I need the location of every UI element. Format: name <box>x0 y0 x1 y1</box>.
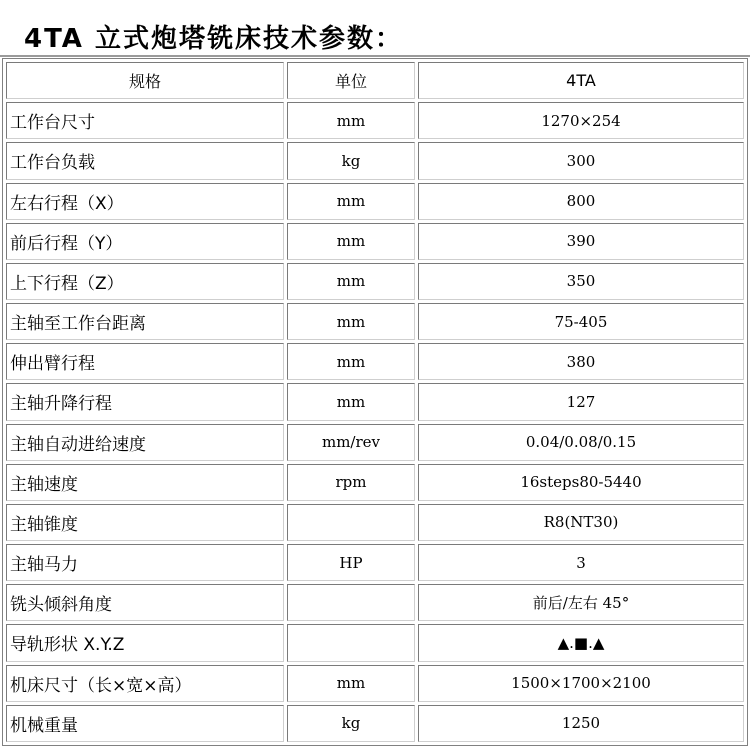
row-unit: kg <box>287 142 415 179</box>
row-unit: mm/rev <box>287 424 415 461</box>
row-value: 127 <box>418 383 744 420</box>
table-row <box>6 303 744 340</box>
row-unit: mm <box>287 343 415 380</box>
row-unit: mm <box>287 303 415 340</box>
row-unit: HP <box>287 544 415 581</box>
row-value: 1270×254 <box>418 102 744 139</box>
row-value: 1500×1700×2100 <box>418 665 744 702</box>
row-unit: kg <box>287 705 415 742</box>
row-value: ▲.■.▲ <box>418 624 744 661</box>
row-value: 350 <box>418 263 744 300</box>
row-value: 380 <box>418 343 744 380</box>
row-value: 1250 <box>418 705 744 742</box>
row-unit: mm <box>287 102 415 139</box>
table-row <box>6 183 744 220</box>
row-name: 主轴升降行程 <box>6 383 284 420</box>
row-unit: mm <box>287 263 415 300</box>
row-name: 上下行程（Z） <box>6 263 284 300</box>
table-row <box>6 383 744 420</box>
table-row <box>6 504 744 541</box>
table-row <box>6 464 744 501</box>
row-value: 0.04/0.08/0.15 <box>418 424 744 461</box>
title-divider <box>0 55 750 57</box>
row-unit <box>287 584 415 621</box>
spec-table <box>2 58 748 746</box>
row-value: 390 <box>418 223 744 260</box>
row-value: 3 <box>418 544 744 581</box>
table-row <box>6 665 744 702</box>
table-row <box>6 102 744 139</box>
row-name: 工作台尺寸 <box>6 102 284 139</box>
header-unit: 单位 <box>287 62 415 99</box>
table-row <box>6 544 744 581</box>
row-name: 左右行程（X） <box>6 183 284 220</box>
row-unit <box>287 504 415 541</box>
table-row <box>6 142 744 179</box>
table-row <box>6 223 744 260</box>
row-name: 主轴锥度 <box>6 504 284 541</box>
row-unit: mm <box>287 383 415 420</box>
page-title: 4TA 立式炮塔铣床技术参数： <box>24 24 403 54</box>
row-name: 前后行程（Y） <box>6 223 284 260</box>
row-unit <box>287 624 415 661</box>
header-spec: 规格 <box>6 62 284 99</box>
row-value: 75-405 <box>418 303 744 340</box>
row-value: 300 <box>418 142 744 179</box>
row-name: 工作台负载 <box>6 142 284 179</box>
row-unit: mm <box>287 183 415 220</box>
table-header-row <box>6 62 744 99</box>
table-row <box>6 263 744 300</box>
row-name: 主轴自动进给速度 <box>6 424 284 461</box>
table-row <box>6 705 744 742</box>
row-unit: rpm <box>287 464 415 501</box>
header-model: 4TA <box>418 62 744 99</box>
table-row <box>6 424 744 461</box>
row-name: 铣头倾斜角度 <box>6 584 284 621</box>
table-row <box>6 343 744 380</box>
row-name: 主轴马力 <box>6 544 284 581</box>
row-name: 主轴速度 <box>6 464 284 501</box>
row-name: 机械重量 <box>6 705 284 742</box>
row-name: 机床尺寸（长×宽×高） <box>6 665 284 702</box>
row-name: 伸出臂行程 <box>6 343 284 380</box>
row-name: 导轨形状 X.Y.Z <box>6 624 284 661</box>
row-value: 16steps80-5440 <box>418 464 744 501</box>
table-row <box>6 584 744 621</box>
row-unit: mm <box>287 223 415 260</box>
row-unit: mm <box>287 665 415 702</box>
row-name: 主轴至工作台距离 <box>6 303 284 340</box>
row-value: R8(NT30) <box>418 504 744 541</box>
table-row <box>6 624 744 661</box>
row-value: 前后/左右 45° <box>418 584 744 621</box>
row-value: 800 <box>418 183 744 220</box>
